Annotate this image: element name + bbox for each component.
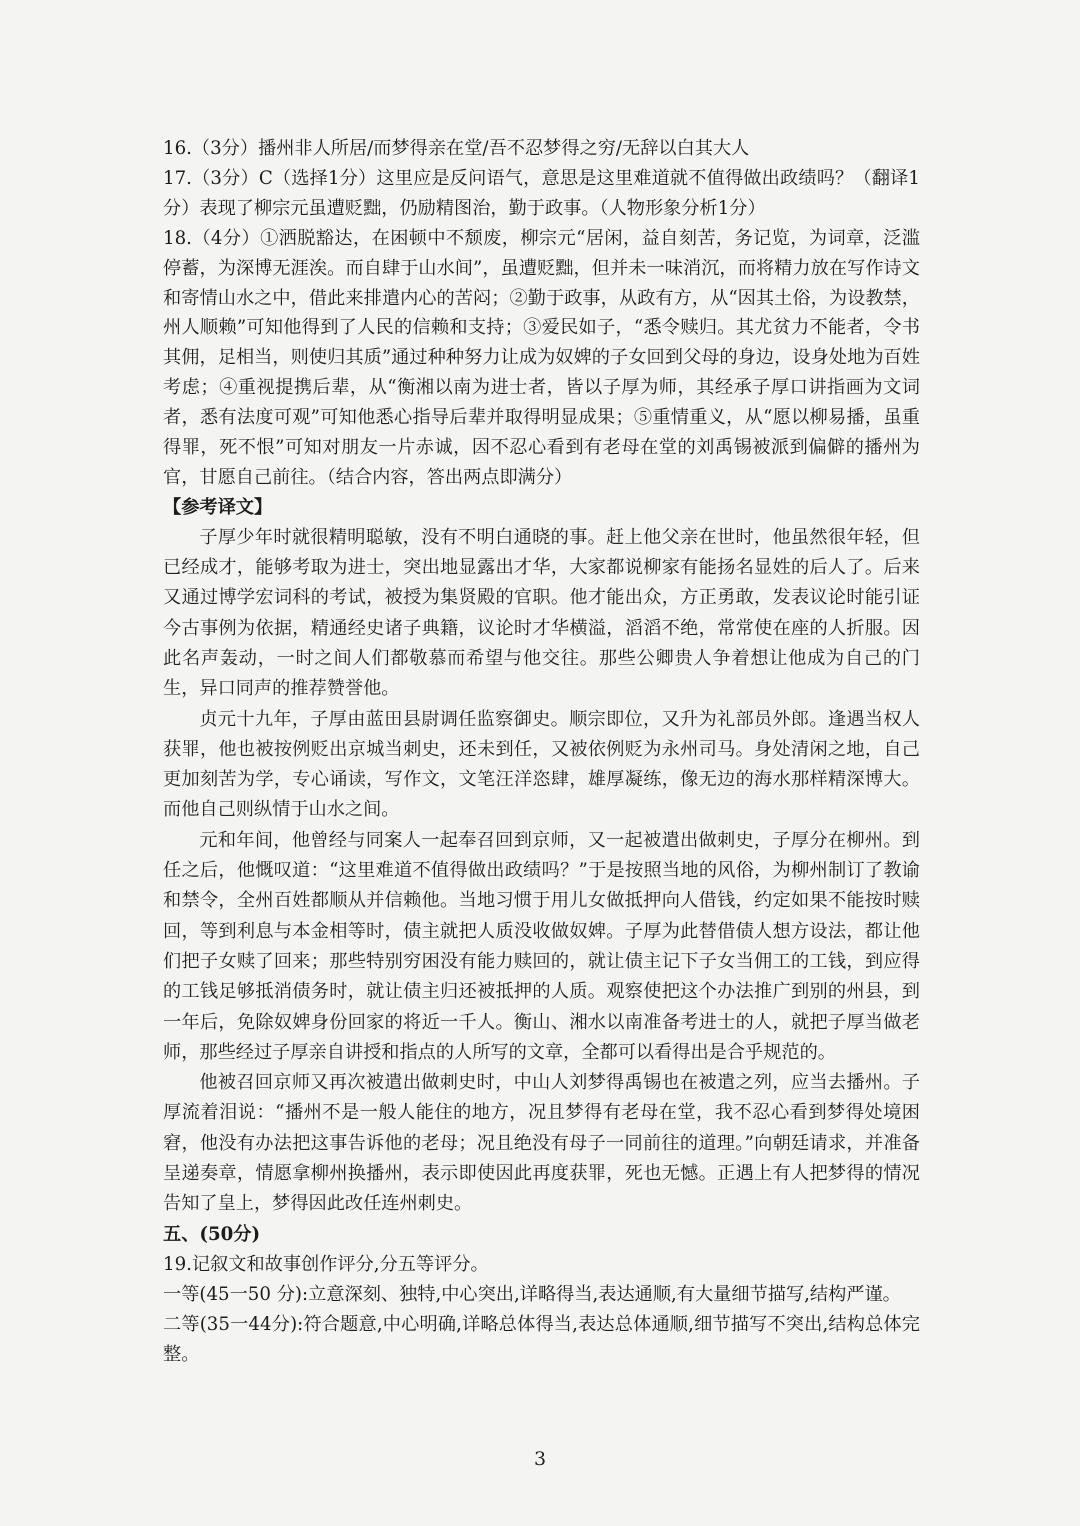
translation-paragraph-3: 元和年间，他曾经与同案人一起奉召回到京师，又一起被遣出做刺史，子厚分在柳州。到任之后，他慨叹道：“这里难道不值得做出政绩吗？”于是按照当地的风俗，为柳州制订了教谕和禁令，全州百姓都顺从并信赖他。当地习惯于用儿女做抵押向人借钱，约定如果不能按时赎回，等到利息与本金相等时，债主就把人质没收做奴婢。子厚为此替借债人想方设法，都让他们把子女赎了回来；那些特别穷困没有能力赎回的，就让债主记下子女当佣工的工钱，到应得的工钱足够抵消债务时，就让债主归还被抵押的人质。观察使把这个办法推广到别的州县，到一年后，免除奴婢身份回家的将近一千人。衡山、湘水以南准备考进士的人，就把子厚当做老师，那些经过子厚亲自讲授和指点的人所写的文章，全都可以看得出是合乎规范的。 bbox=[163, 829, 920, 1063]
section-5-title: 五、(50分) bbox=[163, 1223, 261, 1245]
page-number: 3 bbox=[533, 1448, 547, 1470]
reference-translation-title: 【参考译文】 bbox=[163, 496, 273, 518]
translation-paragraph-1: 子厚少年时就很精明聪敏，没有不明白通晓的事。赶上他父亲在世时，他虽然很年轻，但已经成才，能够考取为进士，突出地显露出才华，大家都说柳家有能扬名显姓的后人了。后来又通过博学宏词科的考试，被授为集贤殿的官职。他才能出众，方正勇敢，发表议论时能引证今古事例为依据，精通经史诸子典籍，议论时才华横溢，滔滔不绝，常常使在座的人折服。因此名声轰动，一时之间人们都敬慕而希望与他交往。那些公卿贵人争着想让他成为自己的门生，异口同声的推荐赞誉他。 bbox=[163, 526, 920, 700]
answer-18: 18.（4分）①洒脱豁达，在困顿中不颓废，柳宗元“居闲，益自刻苦，务记览，为词章，泛滥停蓄，为深博无涯涘。而自肆于山水间”，虽遭贬黜，但并未一味消沉，而将精力放在写作诗文和寄情山水之中，借此来排遣内心的苦闷；②勤于政事，从政有方，从“因其土俗，为设教禁，州人顺赖”可知他得到了人民的信赖和支持；③爱民如子，“悉令赎归。其尤贫力不能者，令书其佣，足相当，则使归其质”通过种种努力让成为奴婢的子女回到父母的身边，设身处地为百姓考虑；④重视提携后辈，从“衡湘以南为进士者，皆以子厚为师，其经承子厚口讲指画为文词者，悉有法度可观”可知他悉心指导后辈并取得明显成果；⑤重情重义，从“愿以柳易播，虽重得罪，死不恨”可知对朋友一片赤诚，因不忍心看到有老母在堂的刘禹锡被派到偏僻的播州为官，甘愿自己前往。（结合内容，答出两点即满分） bbox=[163, 227, 920, 488]
translation-paragraph-4: 他被召回京师又再次被遣出做刺史时，中山人刘梦得禹锡也在被遣之列，应当去播州。子厚流着泪说：“播州不是一般人能住的地方，况且梦得有老母在堂，我不忍心看到梦得处境困窘，他没有办法把这事告诉他的老母；况且绝没有母子一同前往的道理。”向朝廷请求，并准备呈递奏章，情愿拿柳州换播州，表示即使因此再度获罪，死也无憾。正遇上有人把梦得的情况告知了皇上，梦得因此改任连州刺史。 bbox=[163, 1072, 920, 1215]
translation-paragraph-2: 贞元十九年，子厚由蓝田县尉调任监察御史。顺宗即位，又升为礼部员外郎。逢遇当权人获罪，他也被按例贬出京城当刺史，还未到任，又被依例贬为永州司马。身处清闲之地，自己更加刻苦为学，专心诵读，写作文，文笔汪洋恣肆，雄厚凝练，像无边的海水那样精深博大。而他自己则纵情于山水之间。 bbox=[163, 708, 920, 821]
question-19-heading: 19.记叙文和故事创作评分,分五等评分。 bbox=[163, 1253, 489, 1275]
grade-2-criteria: 二等(35一44分):符合题意,中心明确,详略总体得当,表达总体通顺,细节描写不突出,结构总体完整。 bbox=[163, 1313, 920, 1365]
answer-17: 17.（3分）C（选择1分）这里应是反问语气，意思是这里难道就不值得做出政绩吗？（翻译1分）表现了柳宗元虽遭贬黜，仍励精图治，勤于政事。（人物形象分析1分） bbox=[163, 167, 920, 219]
page-content bbox=[163, 134, 920, 1370]
answer-16: 16.（3分）播州非人所居/而梦得亲在堂/吾不忍梦得之穷/无辞以白其大人 bbox=[163, 138, 750, 159]
grade-1-criteria: 一等(45一50 分):立意深刻、独特,中心突出,详略得当,表达通顺,有大量细节描写,结构严谨。 bbox=[163, 1283, 901, 1305]
